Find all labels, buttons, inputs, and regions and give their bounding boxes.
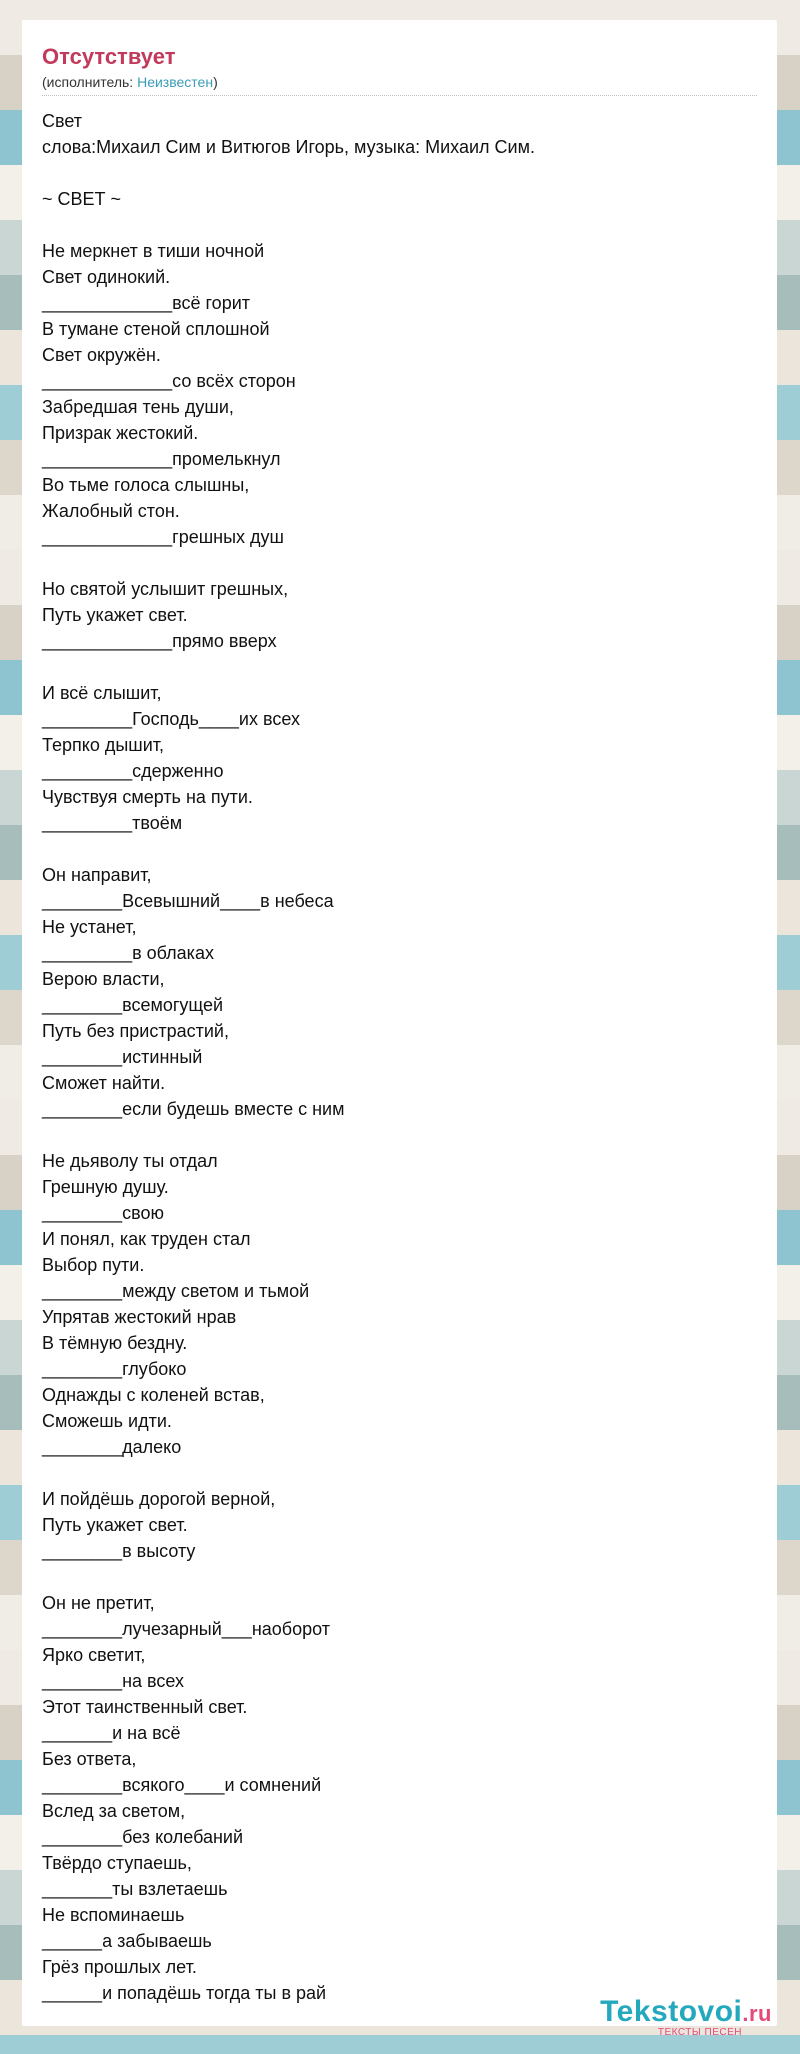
lyric-line bbox=[42, 836, 757, 862]
logo-main-text: Tekstovoi bbox=[600, 1995, 743, 2028]
lyric-line bbox=[42, 1564, 757, 1590]
lyric-line: Свет одинокий. bbox=[42, 267, 171, 287]
lyric-line: ________лучезарный___наоборот bbox=[42, 1619, 330, 1639]
lyric-line: И пойдёшь дорогой верной, bbox=[42, 1489, 276, 1509]
lyric-line: И всё слышит, bbox=[42, 683, 162, 703]
artist-prefix: (исполнитель: bbox=[42, 74, 138, 90]
lyric-line bbox=[42, 1460, 757, 1486]
song-title: Отсутствует bbox=[42, 44, 176, 69]
lyric-line: В тёмную бездну. bbox=[42, 1333, 188, 1353]
lyric-line: _________в облаках bbox=[42, 943, 214, 963]
logo-wordmark bbox=[600, 1997, 772, 2029]
lyric-line: Терпко дышит, bbox=[42, 735, 165, 755]
artist-line bbox=[42, 74, 757, 96]
lyric-line: ________всемогущей bbox=[42, 995, 224, 1015]
lyric-line: ________далеко bbox=[42, 1437, 182, 1457]
lyric-line: Забредшая тень души, bbox=[42, 397, 234, 417]
lyric-line bbox=[42, 160, 757, 186]
lyric-line: Без ответа, bbox=[42, 1749, 137, 1769]
lyric-line: Он не претит, bbox=[42, 1593, 155, 1613]
lyric-line: В тумане стеной сплошной bbox=[42, 319, 270, 339]
lyric-line: Однажды с коленей встав, bbox=[42, 1385, 265, 1405]
lyric-line: Свет окружён. bbox=[42, 345, 161, 365]
lyric-line: Упрятав жестокий нрав bbox=[42, 1307, 237, 1327]
lyric-line bbox=[42, 654, 757, 680]
lyric-line: Но святой услышит грешных, bbox=[42, 579, 289, 599]
lyrics-card bbox=[22, 20, 777, 2026]
lyric-line: Чувствуя смерть на пути. bbox=[42, 787, 253, 807]
lyric-line: _____________со всёх сторон bbox=[42, 371, 296, 391]
lyric-line: Путь укажет свет. bbox=[42, 1515, 188, 1535]
lyric-line: Не меркнет в тиши ночной bbox=[42, 241, 265, 261]
lyric-line: _________сдерженно bbox=[42, 761, 224, 781]
lyric-line: Вслед за светом, bbox=[42, 1801, 186, 1821]
lyric-line: _____________всё горит bbox=[42, 293, 251, 313]
lyric-line: Путь без пристрастий, bbox=[42, 1021, 229, 1041]
lyric-line: _____________прямо вверх bbox=[42, 631, 277, 651]
lyric-line: Во тьме голоса слышны, bbox=[42, 475, 250, 495]
lyric-line: ________между светом и тьмой bbox=[42, 1281, 310, 1301]
lyric-line bbox=[42, 550, 757, 576]
logo-tagline: ТЕКСТЫ ПЕСЕН bbox=[657, 2027, 742, 2038]
lyric-line: ________если будешь вместе с ним bbox=[42, 1099, 345, 1119]
lyric-line: Сможешь идти. bbox=[42, 1411, 172, 1431]
lyrics-text bbox=[42, 108, 757, 2006]
lyric-line: И понял, как труден стал bbox=[42, 1229, 251, 1249]
lyric-line bbox=[42, 212, 757, 238]
lyric-line: _____________грешных душ bbox=[42, 527, 284, 547]
lyric-line: Этот таинственный свет. bbox=[42, 1697, 248, 1717]
artist-link[interactable]: Неизвестен bbox=[137, 74, 214, 90]
lyric-line: ______и попадёшь тогда ты в рай bbox=[42, 1983, 327, 2003]
lyric-line: ~ СВЕТ ~ bbox=[42, 189, 122, 209]
lyric-line: _____________промелькнул bbox=[42, 449, 281, 469]
lyric-line: Грёз прошлых лет. bbox=[42, 1957, 197, 1977]
lyric-line: _________твоём bbox=[42, 813, 183, 833]
lyric-line: Не дьяволу ты отдал bbox=[42, 1151, 218, 1171]
lyric-line: Призрак жестокий. bbox=[42, 423, 199, 443]
lyric-line: ________глубоко bbox=[42, 1359, 187, 1379]
lyric-line: Выбор пути. bbox=[42, 1255, 145, 1275]
lyric-line: Сможет найти. bbox=[42, 1073, 166, 1093]
lyric-line: ________истинный bbox=[42, 1047, 203, 1067]
lyric-line: ______а забываешь bbox=[42, 1931, 212, 1951]
lyric-line: Ярко светит, bbox=[42, 1645, 146, 1665]
site-logo[interactable] bbox=[600, 1997, 772, 2038]
lyric-line: Жалобный стон. bbox=[42, 501, 180, 521]
lyric-line: ________Всевышний____в небеса bbox=[42, 891, 334, 911]
lyric-line: Не устанет, bbox=[42, 917, 137, 937]
lyric-line: ________без колебаний bbox=[42, 1827, 244, 1847]
lyric-line: ________всякого____и сомнений bbox=[42, 1775, 322, 1795]
lyric-line: слова:Михаил Сим и Витюгов Игорь, музыка: Михаил Сим. bbox=[42, 137, 535, 157]
lyric-line: _______ты взлетаешь bbox=[42, 1879, 228, 1899]
lyric-line: Путь укажет свет. bbox=[42, 605, 188, 625]
lyric-line: Не вспоминаешь bbox=[42, 1905, 185, 1925]
lyric-line: Свет bbox=[42, 111, 83, 131]
logo-tld: .ru bbox=[742, 2001, 772, 2026]
lyric-line: ________на всех bbox=[42, 1671, 185, 1691]
artist-suffix: ) bbox=[213, 74, 218, 90]
lyric-line: ________свою bbox=[42, 1203, 164, 1223]
lyric-line: ________в высоту bbox=[42, 1541, 196, 1561]
lyric-line: _______и на всё bbox=[42, 1723, 181, 1743]
lyric-line bbox=[42, 1122, 757, 1148]
lyric-line: Грешную душу. bbox=[42, 1177, 169, 1197]
lyric-line: Он направит, bbox=[42, 865, 152, 885]
lyric-line: Верою власти, bbox=[42, 969, 165, 989]
lyric-line: _________Господь____их всех bbox=[42, 709, 300, 729]
lyric-line: Твёрдо ступаешь, bbox=[42, 1853, 192, 1873]
